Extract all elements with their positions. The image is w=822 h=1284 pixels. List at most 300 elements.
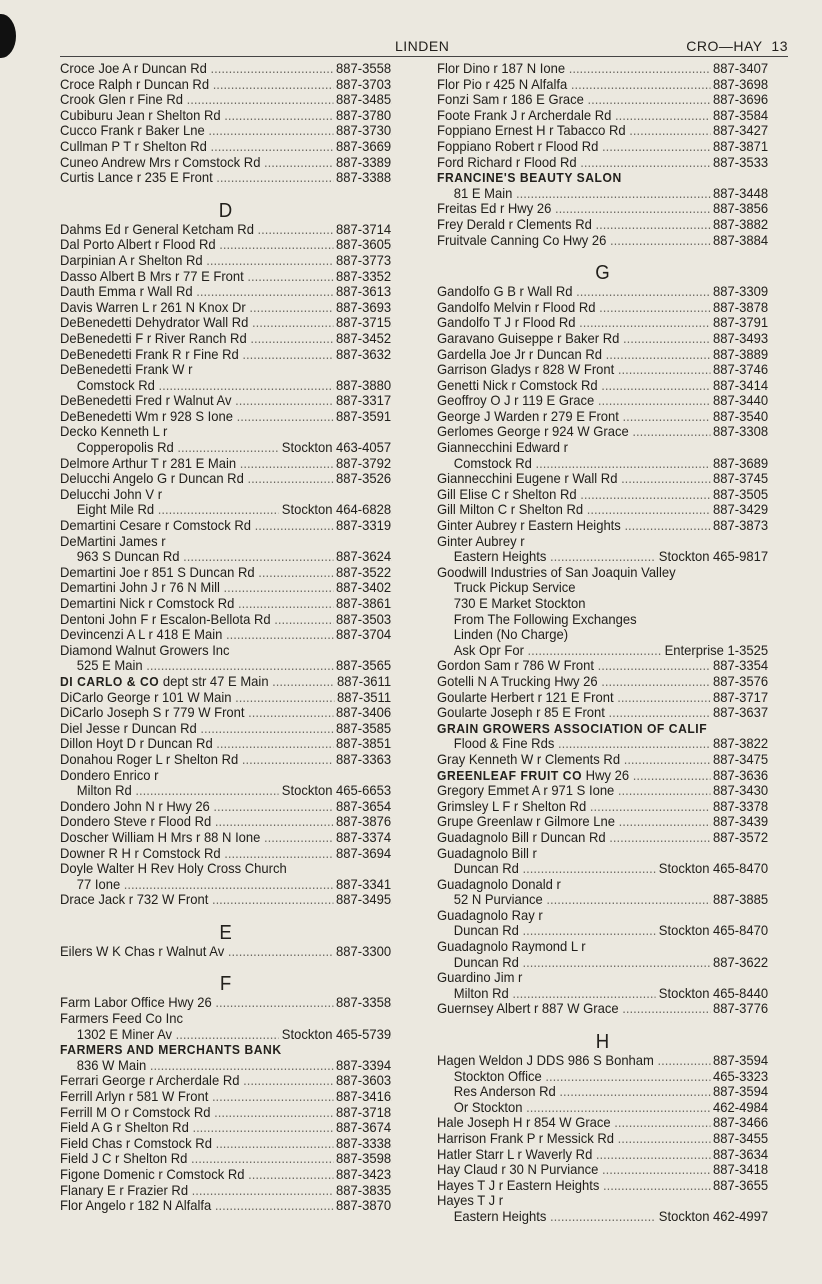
listing-text: Guadagnolo Ray r	[437, 907, 543, 923]
phone-number: 887-3871	[710, 139, 768, 155]
listing-entry	[437, 300, 768, 316]
listing-text: Ginter Aubrey r Eastern Heights	[437, 518, 621, 534]
listing-name	[60, 534, 166, 549]
phone-number: Stockton 464-6828	[279, 502, 391, 518]
listing-text: Eight Mile Rd	[76, 502, 155, 518]
listing-text: DeMartini James r	[60, 533, 166, 549]
listing-text: Hayes T J r	[437, 1193, 504, 1209]
listing-text: Hagen Weldon J DDS 986 S Bonham	[437, 1053, 654, 1069]
listing-entry	[437, 1147, 768, 1163]
listing-entry	[60, 123, 391, 139]
listing-entry	[60, 861, 391, 877]
listing-text: Gill Elise C r Shelton Rd	[437, 486, 577, 502]
listing-text: Guadagnolo Bill r Duncan Rd	[437, 829, 606, 845]
listing-entry	[60, 424, 391, 440]
listing-text: 52 N Purviance	[453, 892, 543, 908]
listing-text: Dondero Steve r Flood Rd	[60, 814, 212, 830]
phone-number: 887-3440	[710, 393, 768, 409]
listing-text: Goodwill Industries of San Joaquin Valley	[437, 564, 676, 580]
phone-number: 887-3540	[710, 409, 768, 425]
listing-text: Cucco Frank r Baker Lne	[60, 123, 205, 139]
listing-entry	[437, 77, 768, 93]
listing-text: Grupe Greenlaw r Gilmore Lne	[437, 814, 616, 830]
listing-entry	[437, 331, 768, 347]
listing-entry	[60, 1105, 391, 1121]
listing-entry	[437, 471, 768, 487]
listing-entry	[437, 1162, 768, 1178]
listing-text: Diel Jesse r Duncan Rd	[60, 720, 197, 736]
listing-entry	[437, 643, 768, 659]
listing-name	[437, 440, 568, 455]
listing-entry	[60, 347, 391, 363]
phone-number: 887-3870	[333, 1198, 391, 1214]
listing-entry	[437, 799, 768, 815]
listing-entry	[60, 378, 391, 394]
listing-text: Hay Claud r 30 N Purviance	[437, 1162, 599, 1178]
listing-entry	[60, 1136, 391, 1152]
phone-number: 887-3526	[333, 471, 391, 487]
phone-number: 887-3624	[333, 549, 391, 565]
business-name: GREENLEAF FRUIT CO	[437, 767, 583, 783]
listing-text: Freitas Ed r Hwy 26	[437, 201, 552, 217]
listing-entry	[60, 830, 391, 846]
listing-text: DeBenedetti F r River Ranch Rd	[60, 330, 247, 346]
listing-text: 525 E Main	[76, 658, 143, 674]
phone-number: 887-3402	[333, 580, 391, 596]
phone-number: Stockton 465-9817	[656, 549, 768, 565]
phone-number: 887-3718	[333, 1105, 391, 1121]
phone-number: 887-3605	[333, 237, 391, 253]
phone-number: 887-3317	[333, 393, 391, 409]
listing-entry	[60, 315, 391, 331]
listing-entry	[60, 783, 391, 799]
listing-name	[60, 1042, 282, 1057]
phone-number: 887-3746	[710, 362, 768, 378]
listing-entry	[60, 155, 391, 171]
phone-number: 887-3466	[710, 1115, 768, 1131]
listing-entry	[437, 186, 768, 202]
section-letter: H	[595, 1031, 610, 1054]
listing-name	[437, 908, 543, 923]
listing-text: Field Chas r Comstock Rd	[60, 1135, 212, 1151]
listing-text: Gerlomes George r 924 W Grace	[437, 424, 629, 440]
phone-number: 887-3406	[333, 705, 391, 721]
listing-name	[60, 861, 287, 876]
business-name: FARMERS AND MERCHANTS BANK	[60, 1042, 282, 1058]
listing-entry	[60, 269, 391, 285]
phone-number: Stockton 465-6653	[279, 783, 391, 799]
listing-entry	[60, 471, 391, 487]
listing-entry	[437, 233, 768, 249]
listing-text: DeBenedetti Frank W r	[60, 362, 193, 378]
listing-entry	[437, 986, 768, 1002]
phone-number: 887-3717	[710, 690, 768, 706]
listing-text: 77 Ione	[76, 876, 121, 892]
listing-text: Dahms Ed r General Ketcham Rd	[60, 221, 254, 237]
listing-entry	[437, 783, 768, 799]
listing-entry	[437, 970, 768, 986]
listing-text: Duncan Rd	[453, 861, 519, 877]
listing-text: Ford Richard r Flood Rd	[437, 154, 577, 170]
listing-entry	[437, 1001, 768, 1017]
listing-text: Eastern Heights	[453, 549, 547, 565]
listing-entry	[60, 736, 391, 752]
listing-text: Delucchi Angelo G r Duncan Rd	[60, 471, 244, 487]
listing-entry	[437, 1131, 768, 1147]
phone-number: 887-3354	[710, 658, 768, 674]
listing-text: Doscher William H Mrs r 88 N Ione	[60, 829, 261, 845]
phone-number: 465-3323	[710, 1069, 768, 1085]
listing-text: Gotelli N A Trucking Hwy 26	[437, 673, 598, 689]
phone-number: Stockton 463-4057	[279, 440, 391, 456]
listing-entry	[437, 155, 768, 171]
listing-text: Decko Kenneth L r	[60, 424, 168, 440]
phone-number: Stockton 465-8440	[656, 986, 768, 1002]
listing-text: Farmers Feed Co Inc	[60, 1011, 184, 1027]
listing-text: Demartini Joe r 851 S Duncan Rd	[60, 564, 255, 580]
listing-text: DeBenedetti Frank R r Fine Rd	[60, 346, 239, 362]
phone-number: 887-3358	[333, 995, 391, 1011]
phone-number: 887-3669	[333, 139, 391, 155]
listing-text: Farm Labor Office Hwy 26	[60, 995, 212, 1011]
listing-text: Curtis Lance r 235 E Front	[60, 170, 213, 186]
phone-number: 887-3503	[333, 612, 391, 628]
listing-text: From The Following Exchanges	[453, 611, 637, 627]
phone-number: 887-3698	[710, 77, 768, 93]
listing-entry	[437, 139, 768, 155]
listing-entry	[60, 1027, 391, 1043]
listing-name	[60, 487, 162, 502]
listing-entry	[437, 61, 768, 77]
listing-text: Grimsley L F r Shelton Rd	[437, 798, 587, 814]
phone-number: Stockton 465-8470	[656, 923, 768, 939]
phone-number: 887-3876	[333, 814, 391, 830]
listing-text: Croce Joe A r Duncan Rd	[60, 61, 207, 76]
listing-text: DiCarlo Joseph S r 779 W Front	[60, 705, 245, 721]
listing-entry	[60, 596, 391, 612]
listing-text: Gandolfo Melvin r Flood Rd	[437, 299, 596, 315]
phone-number: 887-3622	[710, 955, 768, 971]
listing-name	[60, 362, 192, 377]
listing-text: Res Anderson Rd	[453, 1084, 556, 1100]
phone-number: 887-3703	[333, 77, 391, 93]
listing-entry	[437, 217, 768, 233]
phone-number: 887-3418	[710, 1162, 768, 1178]
listing-text: Cullman P T r Shelton Rd	[60, 138, 207, 154]
listing-text: Gandolfo T J r Flood Rd	[437, 315, 576, 331]
phone-number: 887-3352	[333, 269, 391, 285]
listing-text: Dillon Hoyt D r Duncan Rd	[60, 736, 213, 752]
listing-text: Donahou Roger L r Shelton Rd	[60, 751, 239, 767]
listing-text: Hale Joseph H r 854 W Grace	[437, 1115, 611, 1131]
listing-entry	[437, 123, 768, 139]
listing-entry	[60, 944, 391, 960]
phone-number: 887-3613	[333, 284, 391, 300]
phone-number: 887-3880	[333, 378, 391, 394]
listing-entry	[60, 846, 391, 862]
listing-name	[437, 877, 561, 892]
listing-text: 836 W Main	[76, 1057, 147, 1073]
listing-text: Eilers W K Chas r Walnut Av	[60, 943, 225, 959]
listing-text: Doyle Walter H Rev Holy Cross Church	[60, 861, 287, 877]
header-range-page	[686, 38, 788, 54]
listing-entry	[437, 201, 768, 217]
listing-name	[60, 768, 158, 783]
phone-number: 887-3452	[333, 331, 391, 347]
listing-entry	[437, 658, 768, 674]
listing-entry	[437, 534, 768, 550]
listing-text: Geoffroy O J r 119 E Grace	[437, 393, 595, 409]
listing-entry	[437, 1178, 768, 1194]
listing-entry	[437, 1115, 768, 1131]
listing-text: Hwy 26	[582, 767, 630, 783]
listing-entry	[60, 108, 391, 124]
business-name: DI CARLO & CO	[60, 673, 160, 689]
phone-number: 887-3533	[710, 155, 768, 171]
listing-entry	[437, 518, 768, 534]
listing-text: Dentoni John F r Escalon-Bellota Rd	[60, 611, 271, 627]
phone-number: 887-3378	[710, 799, 768, 815]
phone-number: 887-3427	[710, 123, 768, 139]
listing-entry	[437, 908, 768, 924]
listing-name	[437, 1193, 503, 1208]
listing-text: Giannecchini Edward r	[437, 440, 568, 456]
phone-number: 887-3448	[710, 186, 768, 202]
listing-entry	[60, 139, 391, 155]
phone-number: 887-3704	[333, 627, 391, 643]
listing-name	[437, 534, 525, 549]
listing-entry	[60, 549, 391, 565]
phone-number: 887-3319	[333, 518, 391, 534]
phone-number: 887-3856	[710, 201, 768, 217]
listing-text: Delmore Arthur T r 281 E Main	[60, 455, 237, 471]
listing-entry	[437, 892, 768, 908]
listing-text: Ferrari George r Archerdale Rd	[60, 1073, 240, 1089]
listing-entry	[437, 705, 768, 721]
listing-text: 81 E Main	[453, 185, 513, 201]
right-column	[437, 61, 768, 1225]
listing-entry	[60, 170, 391, 186]
left-column	[60, 61, 391, 1214]
listing-text: Hayes T J r Eastern Heights	[437, 1177, 600, 1193]
listing-text: Darpinian A r Shelton Rd	[60, 252, 203, 268]
listing-entry	[437, 1209, 768, 1225]
phone-number: 887-3493	[710, 331, 768, 347]
listing-entry	[60, 643, 391, 659]
phone-number: 887-3407	[710, 61, 768, 77]
listing-text: Fonzi Sam r 186 E Grace	[437, 92, 584, 108]
phone-number: 887-3632	[333, 347, 391, 363]
listing-entry	[437, 456, 768, 472]
listing-text: Garavano Guiseppe r Baker Rd	[437, 330, 620, 346]
listing-entry	[437, 830, 768, 846]
listing-text: Harrison Frank P r Messick Rd	[437, 1131, 615, 1146]
listing-text: Duncan Rd	[453, 923, 519, 939]
phone-number: 887-3341	[333, 877, 391, 893]
listing-entry	[437, 955, 768, 971]
listing-name	[454, 612, 637, 627]
listing-name	[437, 565, 676, 580]
listing-entry	[437, 721, 768, 737]
listing-text: Guardino Jim r	[437, 970, 523, 986]
listing-name	[454, 627, 568, 642]
listing-entry	[60, 658, 391, 674]
phone-number: 887-3835	[333, 1183, 391, 1199]
listing-entry	[60, 995, 391, 1011]
listing-entry	[437, 877, 768, 893]
phone-number: 887-3439	[710, 814, 768, 830]
phone-number: 887-3363	[333, 752, 391, 768]
listing-entry	[437, 502, 768, 518]
listing-text: Flood & Fine Rds	[453, 736, 555, 752]
listing-entry	[60, 1151, 391, 1167]
listing-entry	[60, 627, 391, 643]
listing-entry	[60, 705, 391, 721]
listing-entry	[60, 393, 391, 409]
phone-number: 887-3693	[333, 300, 391, 316]
listing-text: Fruitvale Canning Co Hwy 26	[437, 232, 607, 248]
listing-entry	[437, 108, 768, 124]
phone-number: 887-3730	[333, 123, 391, 139]
listing-entry	[437, 440, 768, 456]
phone-number: 887-3884	[710, 233, 768, 249]
listing-entry	[60, 253, 391, 269]
listing-entry	[437, 424, 768, 440]
listing-name	[437, 846, 537, 861]
listing-entry	[60, 487, 391, 503]
phone-number: 887-3455	[710, 1131, 768, 1147]
section-letter: E	[219, 921, 232, 944]
listing-text: Dondero John N r Hwy 26	[60, 798, 210, 814]
listing-text: Comstock Rd	[76, 377, 155, 393]
listing-entry	[437, 612, 768, 628]
listing-entry	[437, 690, 768, 706]
listing-entry	[437, 1069, 768, 1085]
listing-entry	[60, 612, 391, 628]
phone-number: 887-3308	[710, 424, 768, 440]
listing-entry	[60, 362, 391, 378]
business-name: FRANCINE'S BEAUTY SALON	[437, 170, 622, 186]
listing-entry	[60, 409, 391, 425]
listing-text: Ask Opr For	[453, 642, 524, 658]
phone-number: 887-3389	[333, 155, 391, 171]
phone-number: Stockton 465-5739	[279, 1027, 391, 1043]
phone-number: 887-3745	[710, 471, 768, 487]
listing-text: Garrison Gladys r 828 W Front	[437, 362, 615, 378]
phone-number: 887-3495	[333, 892, 391, 908]
header-range: CRO—HAY	[686, 38, 763, 54]
listing-name	[437, 721, 707, 736]
listing-entry	[60, 284, 391, 300]
phone-number: 887-3598	[333, 1151, 391, 1167]
phone-number: 887-3773	[333, 253, 391, 269]
phone-number: 887-3430	[710, 783, 768, 799]
listing-text: Dauth Emma r Wall Rd	[60, 284, 193, 300]
listing-entry	[60, 440, 391, 456]
header-place: LINDEN	[395, 38, 450, 54]
listing-text: Field J C r Shelton Rd	[60, 1151, 188, 1167]
listing-entry	[60, 300, 391, 316]
listing-entry	[437, 580, 768, 596]
listing-entry	[60, 814, 391, 830]
listing-text: Giannecchini Eugene r Wall Rd	[437, 471, 618, 487]
listing-entry	[60, 222, 391, 238]
listing-text: Guernsey Albert r 887 W Grace	[437, 1001, 619, 1017]
listing-text: Cuneo Andrew Mrs r Comstock Rd	[60, 154, 261, 170]
listing-text: Foppiano Ernest H r Tabacco Rd	[437, 123, 626, 139]
listing-text: Goularte Joseph r 85 E Front	[437, 705, 605, 721]
listing-text: Goularte Herbert r 121 E Front	[437, 689, 614, 705]
phone-number: 887-3634	[710, 1147, 768, 1163]
phone-number: 887-3654	[333, 799, 391, 815]
phone-number: 887-3696	[710, 92, 768, 108]
listing-text: DeBenedetti Fred r Walnut Av	[60, 393, 232, 409]
listing-name	[60, 1011, 183, 1026]
listing-entry	[437, 1084, 768, 1100]
listing-name	[60, 643, 230, 658]
listing-entry	[437, 284, 768, 300]
listing-entry	[60, 534, 391, 550]
listing-text: Flor Dino r 187 N Ione	[437, 61, 566, 76]
listing-entry	[437, 378, 768, 394]
phone-number: 887-3511	[334, 690, 391, 706]
listing-name	[454, 580, 576, 595]
header-page-number: 13	[771, 38, 788, 54]
listing-text: Hatler Starr L r Waverly Rd	[437, 1146, 593, 1162]
listing-entry	[437, 939, 768, 955]
listing-entry	[437, 487, 768, 503]
phone-number: 887-3414	[710, 378, 768, 394]
listing-text: Genetti Nick r Comstock Rd	[437, 377, 598, 393]
listing-entry	[437, 627, 768, 643]
listing-entry	[437, 846, 768, 862]
listing-text: dept str 47 E Main	[159, 673, 269, 689]
listing-entry	[60, 1058, 391, 1074]
listing-entry	[60, 502, 391, 518]
listing-entry	[60, 721, 391, 737]
phone-number: 887-3374	[333, 830, 391, 846]
listing-entry	[437, 1193, 768, 1209]
listing-name	[437, 170, 622, 185]
phone-number: 887-3558	[333, 61, 391, 77]
listing-text: Guadagnolo Bill r	[437, 845, 537, 861]
listing-entry	[437, 549, 768, 565]
listing-text: Drace Jack r 732 W Front	[60, 892, 209, 908]
listing-text: Flor Angelo r 182 N Alfalfa	[60, 1198, 212, 1214]
phone-number: 887-3565	[333, 658, 391, 674]
phone-number: 887-3636	[710, 768, 768, 784]
listing-text: Gandolfo G B r Wall Rd	[437, 284, 573, 300]
listing-entry	[60, 518, 391, 534]
listing-text: Guadagnolo Raymond L r	[437, 939, 586, 955]
phone-number: 887-3522	[333, 565, 391, 581]
phone-number: 887-3637	[710, 705, 768, 721]
listing-name	[437, 970, 522, 985]
listing-entry	[60, 580, 391, 596]
phone-number: 887-3715	[333, 315, 391, 331]
listing-text: Gregory Emmet A r 971 S Ione	[437, 783, 615, 799]
phone-number: 887-3594	[710, 1053, 768, 1069]
binder-hole	[0, 14, 16, 58]
listing-entry	[60, 799, 391, 815]
listing-text: 963 S Duncan Rd	[76, 549, 180, 565]
listing-text: Figone Domenic r Comstock Rd	[60, 1167, 245, 1182]
phone-number: 887-3585	[333, 721, 391, 737]
listing-entry	[437, 409, 768, 425]
listing-entry	[60, 674, 391, 690]
business-name: GRAIN GROWERS ASSOCIATION OF CALIF	[437, 720, 708, 736]
listing-text: Copperopolis Rd	[76, 440, 174, 456]
